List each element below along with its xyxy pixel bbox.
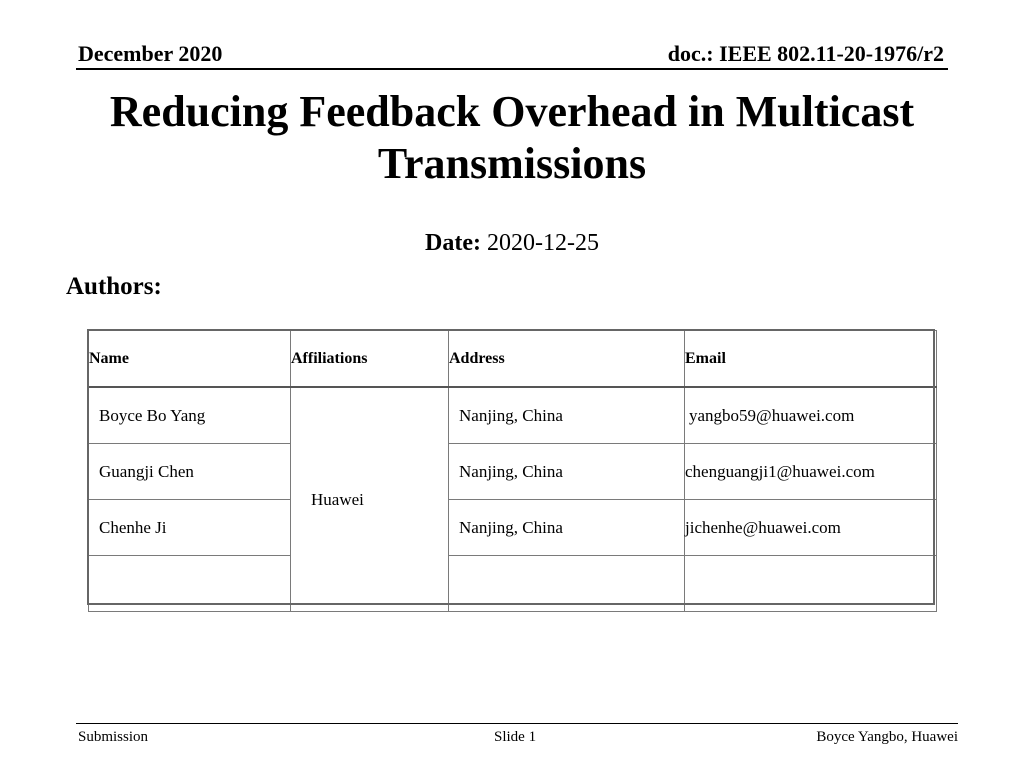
author-email: jichenhe@huawei.com: [685, 500, 937, 556]
table-row: [89, 556, 937, 612]
date-line: [0, 228, 1024, 258]
author-address: Nanjing, China: [449, 500, 685, 556]
footer-slide-number: Slide 1: [494, 729, 537, 745]
header-name: Name: [89, 331, 291, 388]
author-name: [89, 556, 291, 612]
table-row: [89, 387, 937, 444]
header-divider: [76, 68, 948, 70]
table-row: [89, 500, 937, 556]
header-doc-number: doc.: IEEE 802.11-20-1976/r2: [667, 41, 944, 66]
slide-title: Reducing Feedback Overhead in Multicast Transmissions: [109, 87, 915, 188]
author-affiliation: Huawei: [291, 387, 449, 612]
table-row: [89, 444, 937, 500]
header-affiliations: Affiliations: [291, 331, 449, 388]
header-address: Address: [449, 331, 685, 388]
footer-divider: [76, 723, 958, 724]
table-header-row: [89, 331, 937, 388]
footer-author: Boyce Yangbo, Huawei: [816, 729, 958, 745]
authors-label: Authors:: [66, 273, 162, 300]
author-email: [685, 556, 937, 612]
author-address: [449, 556, 685, 612]
author-email: chenguangji1@huawei.com: [685, 444, 937, 500]
author-address: Nanjing, China: [449, 444, 685, 500]
authors-table: [88, 330, 937, 612]
author-email: yangbo59@huawei.com: [685, 387, 937, 444]
author-name: Chenhe Ji: [89, 500, 291, 556]
date-label: Date:: [425, 230, 481, 256]
author-address: Nanjing, China: [449, 387, 685, 444]
author-name: Boyce Bo Yang: [89, 387, 291, 444]
footer-submission: Submission: [78, 729, 149, 745]
date-value: 2020-12-25: [486, 230, 599, 256]
author-name: Guangji Chen: [89, 444, 291, 500]
header-email: Email: [685, 331, 937, 388]
header-date: December 2020: [78, 41, 223, 66]
